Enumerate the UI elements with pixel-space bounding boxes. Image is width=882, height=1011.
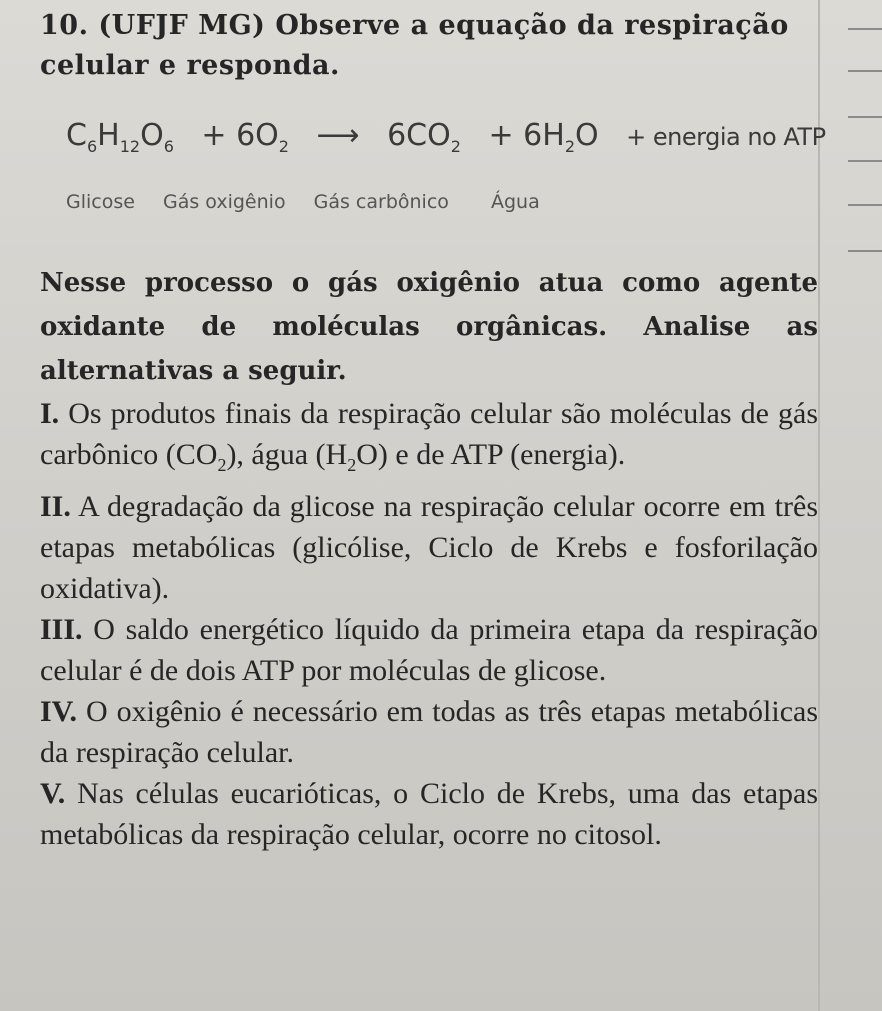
question-block: [40, 6, 826, 855]
oxygen-formula: + $6O_2$: [201, 118, 289, 156]
energy-label: + energia no ATP: [626, 123, 826, 151]
statement-2: II. A degradação da glicose na respiração celular ocorre em três etapas metabólicas (glicólise, Ciclo de Krebs e fosforilação oxidativa).: [40, 490, 818, 605]
label-co2: Gás carbônico: [313, 191, 449, 213]
co2-formula: $6CO_2$: [387, 118, 461, 156]
question-number: 10.: [40, 10, 89, 41]
answer-line: [848, 250, 882, 252]
label-water: Água: [490, 191, 540, 213]
water-formula: + $6H_2O$: [488, 118, 599, 156]
reaction-arrow: ⟶: [316, 118, 360, 153]
answer-line: [848, 204, 882, 206]
answer-line: [848, 28, 882, 30]
label-oxygen: Gás oxigênio: [163, 191, 286, 213]
statement-number: II.: [40, 490, 71, 523]
answer-line: [848, 160, 882, 162]
question-title: [40, 6, 818, 86]
glucose-formula: $C_6H_{12}O_6$: [66, 118, 174, 156]
statement-4: IV. O oxigênio é necessário em todas as três etapas metabólicas da respiração celular.: [40, 695, 818, 769]
label-glucose: Glicose: [66, 191, 135, 213]
equation-labels: [66, 181, 818, 223]
answer-line: [848, 70, 882, 72]
statement-number: V.: [40, 777, 66, 810]
statement-3: III. O saldo energético líquido da primeira etapa da respiração celular é de dois ATP por moléculas de glicose.: [40, 613, 818, 687]
intro-paragraph: Nesse processo o gás oxigênio atua como agente oxidante de moléculas orgânicas. Analise as alternativas a seguir.: [40, 268, 818, 386]
respiration-equation: [66, 116, 826, 167]
statement-5: V. Nas células eucarióticas, o Ciclo de Krebs, uma das etapas metabólicas da respiração celular, ocorre no citosol.: [40, 777, 818, 851]
statement-1: I. Os produtos finais da respiração celular são moléculas de gás carbônico $(CO_2)$, água $(H_2O)$ e de ATP (energia).: [40, 397, 818, 475]
statement-number: IV.: [40, 695, 77, 728]
statement-number: III.: [40, 613, 83, 646]
statement-number: I.: [40, 397, 60, 430]
question-text: (UFJF MG) Observe a equação da respiração celular e responda.: [40, 10, 789, 81]
answer-line: [848, 116, 882, 118]
margin-line: [818, 0, 820, 1011]
